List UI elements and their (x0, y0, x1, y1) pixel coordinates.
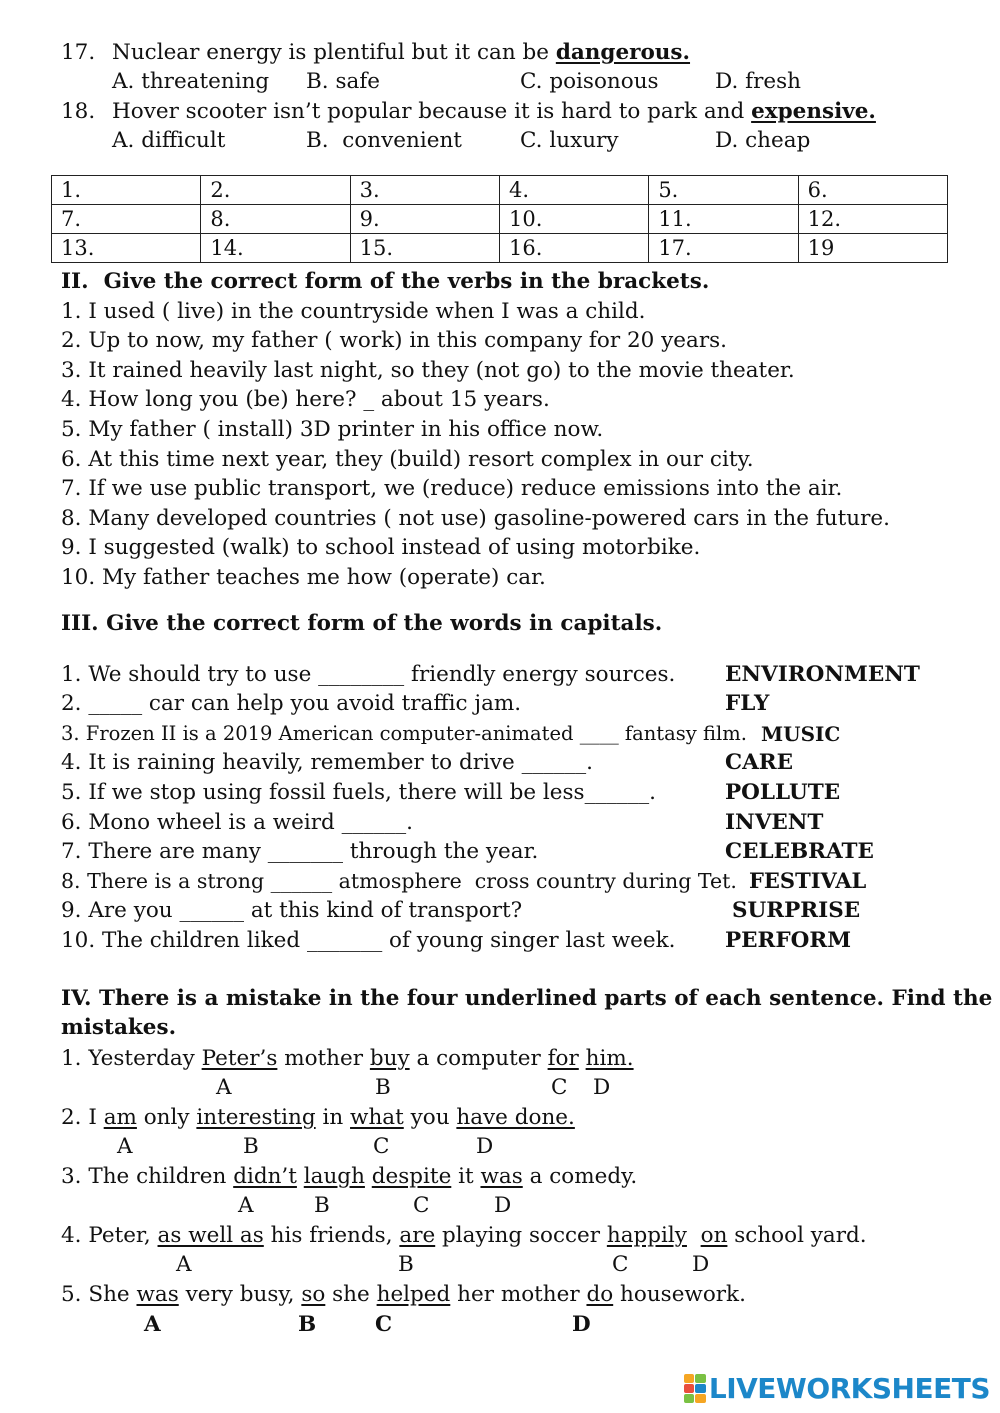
q17-option-a: A. threatening (112, 69, 270, 94)
verb-item-7: 7. If we use public transport, we (reduce) reduce emissions into the air. (61, 476, 843, 501)
q17-number: 17. (61, 40, 96, 65)
choice-label-a: A (216, 1075, 232, 1100)
answer-cell[interactable]: 2. (201, 176, 350, 205)
choice-label-b: B (298, 1312, 317, 1337)
word-keyword-7: CELEBRATE (725, 839, 874, 864)
answer-cell[interactable]: 15. (350, 234, 499, 263)
answer-cell[interactable]: 13. (52, 234, 201, 263)
underlined-part: buy (369, 1046, 410, 1071)
choice-label-b: B (375, 1075, 391, 1100)
q17-keyword: dangerous. (555, 40, 691, 65)
word-keyword-8: FESTIVAL (749, 868, 867, 893)
word-item-2: 2. _____ car can help you avoid traffic jam. (61, 691, 522, 716)
choice-label-a: A (176, 1252, 192, 1277)
underlined-part: was (480, 1164, 523, 1189)
word-item-1: 1. We should try to use ________ friendly energy sources. (61, 662, 676, 687)
choice-label-d: D (476, 1134, 494, 1159)
error-sentence-4: 4. Peter, as well as his friends, are playing soccer happily on school yard. (61, 1223, 867, 1248)
answer-cell[interactable]: 4. (499, 176, 648, 205)
answer-cell[interactable]: 12. (798, 205, 947, 234)
table-row (52, 176, 948, 205)
q17-option-c: C. poisonous (520, 69, 659, 94)
answer-cell[interactable]: 19 (798, 234, 947, 263)
answer-cell[interactable]: 14. (201, 234, 350, 263)
word-keyword-6: INVENT (725, 810, 824, 835)
choice-label-b: B (314, 1193, 330, 1218)
error-sentence-5: 5. She was very busy, so she helped her mother do housework. (61, 1282, 746, 1307)
choice-label-b: B (398, 1252, 414, 1277)
q18-option-d: D. cheap (715, 128, 811, 153)
underlined-part: him. (585, 1046, 634, 1071)
answer-cell[interactable]: 7. (52, 205, 201, 234)
choice-label-d: D (494, 1193, 512, 1218)
underlined-part: didn’t (233, 1164, 297, 1189)
verb-item-9: 9. I suggested (walk) to school instead of using motorbike. (61, 535, 701, 560)
choice-label-c: C (551, 1075, 568, 1100)
underlined-part: despite (371, 1164, 452, 1189)
error-sentence-3: 3. The children didn’t laugh despite it was a comedy. (61, 1164, 638, 1189)
word-keyword-3: MUSIC (761, 722, 841, 746)
choice-label-d: D (692, 1252, 710, 1277)
underlined-part: am (103, 1105, 137, 1130)
underlined-part: helped (376, 1282, 451, 1307)
q17-option-d: D. fresh (715, 69, 801, 94)
word-item-3: 3. Frozen II is a 2019 American computer-animated ____ fantasy film. (61, 722, 747, 745)
choice-label-c: C (373, 1134, 390, 1159)
verb-item-5: 5. My father ( install) 3D printer in his office now. (61, 417, 604, 442)
word-item-7: 7. There are many _______ through the year. (61, 839, 539, 864)
answer-cell[interactable]: 9. (350, 205, 499, 234)
answer-table (51, 175, 948, 263)
error-sentence-2: 2. I am only interesting in what you have done. (61, 1105, 575, 1130)
underlined-part: laugh (303, 1164, 365, 1189)
word-item-4: 4. It is raining heavily, remember to drive ______. (61, 750, 593, 775)
word-item-9: 9. Are you ______ at this kind of transport? (61, 898, 523, 923)
word-item-10: 10. The children liked _______ of young singer last week. (61, 928, 676, 953)
answer-cell[interactable]: 6. (798, 176, 947, 205)
underlined-part: are (399, 1223, 436, 1248)
word-item-6: 6. Mono wheel is a weird ______. (61, 810, 413, 835)
choice-label-a: A (117, 1134, 133, 1159)
word-keyword-10: PERFORM (725, 928, 852, 953)
underlined-part: have done. (456, 1105, 575, 1130)
section-2-title: II. Give the correct form of the verbs in the brackets. (61, 269, 710, 294)
word-keyword-9: SURPRISE (732, 898, 861, 923)
verb-item-8: 8. Many developed countries ( not use) gasoline-powered cars in the future. (61, 506, 890, 531)
verb-item-10: 10. My father teaches me how (operate) car. (61, 565, 546, 590)
choice-label-c: C (375, 1312, 393, 1337)
section-4-title-line-2: mistakes. (61, 1015, 177, 1040)
q18-text: Hover scooter isn’t popular because it is hard to park and expensive. (112, 99, 876, 124)
table-row (52, 205, 948, 234)
section-3-title: III. Give the correct form of the words in capitals. (61, 611, 663, 636)
underlined-part: as well as (157, 1223, 264, 1248)
word-keyword-5: POLLUTE (725, 780, 841, 805)
q18-option-b: B. convenient (306, 128, 462, 153)
section-4-title-line-1: IV. There is a mistake in the four underlined parts of each sentence. Find the (61, 986, 993, 1011)
q18-option-a: A. difficult (112, 128, 226, 153)
table-row (52, 234, 948, 263)
verb-item-3: 3. It rained heavily last night, so they (not go) to the movie theater. (61, 358, 795, 383)
underlined-part: do (586, 1282, 614, 1307)
answer-cell[interactable]: 3. (350, 176, 499, 205)
answer-cell[interactable]: 17. (649, 234, 798, 263)
answer-cell[interactable]: 10. (499, 205, 648, 234)
word-item-5: 5. If we stop using fossil fuels, there will be less______. (61, 780, 656, 805)
word-keyword-2: FLY (725, 691, 770, 716)
answer-cell[interactable]: 8. (201, 205, 350, 234)
choice-label-a: A (238, 1193, 254, 1218)
underlined-part: was (136, 1282, 179, 1307)
underlined-part: Peter’s (201, 1046, 278, 1071)
word-keyword-1: ENVIRONMENT (725, 662, 920, 687)
q18-number: 18. (61, 99, 96, 124)
underlined-part: happily (606, 1223, 687, 1248)
underlined-part: what (350, 1105, 404, 1130)
answer-cell[interactable]: 1. (52, 176, 201, 205)
choice-label-d: D (572, 1312, 591, 1337)
liveworksheets-logo (684, 1372, 990, 1405)
q18-option-c: C. luxury (520, 128, 619, 153)
answer-cell[interactable]: 11. (649, 205, 798, 234)
verb-item-6: 6. At this time next year, they (build) resort complex in our city. (61, 447, 754, 472)
q17-option-b: B. safe (306, 69, 381, 94)
q17-text: Nuclear energy is plentiful but it can be dangerous. (112, 40, 691, 65)
choice-label-c: C (612, 1252, 629, 1277)
liveworksheets-wordmark: LIVEWORKSHEETS (708, 1372, 990, 1405)
verb-item-2: 2. Up to now, my father ( work) in this company for 20 years. (61, 328, 727, 353)
error-sentence-1: 1. Yesterday Peter’s mother buy a computer for him. (61, 1046, 634, 1071)
underlined-part: so (301, 1282, 326, 1307)
word-item-8: 8. There is a strong ______ atmosphere cross country during Tet. (61, 869, 737, 893)
answer-cell[interactable]: 16. (499, 234, 648, 263)
answer-cell[interactable]: 5. (649, 176, 798, 205)
underlined-part: interesting (196, 1105, 316, 1130)
choice-label-d: D (593, 1075, 611, 1100)
choice-label-a: A (144, 1312, 161, 1337)
verb-item-1: 1. I used ( live) in the countryside when I was a child. (61, 299, 646, 324)
underlined-part: on (700, 1223, 728, 1248)
word-keyword-4: CARE (725, 750, 794, 775)
liveworksheets-icon (684, 1374, 706, 1404)
choice-label-b: B (243, 1134, 259, 1159)
underlined-part: for (547, 1046, 579, 1071)
q18-keyword: expensive. (751, 99, 876, 124)
choice-label-c: C (413, 1193, 430, 1218)
verb-item-4: 4. How long you (be) here? _ about 15 years. (61, 387, 550, 412)
